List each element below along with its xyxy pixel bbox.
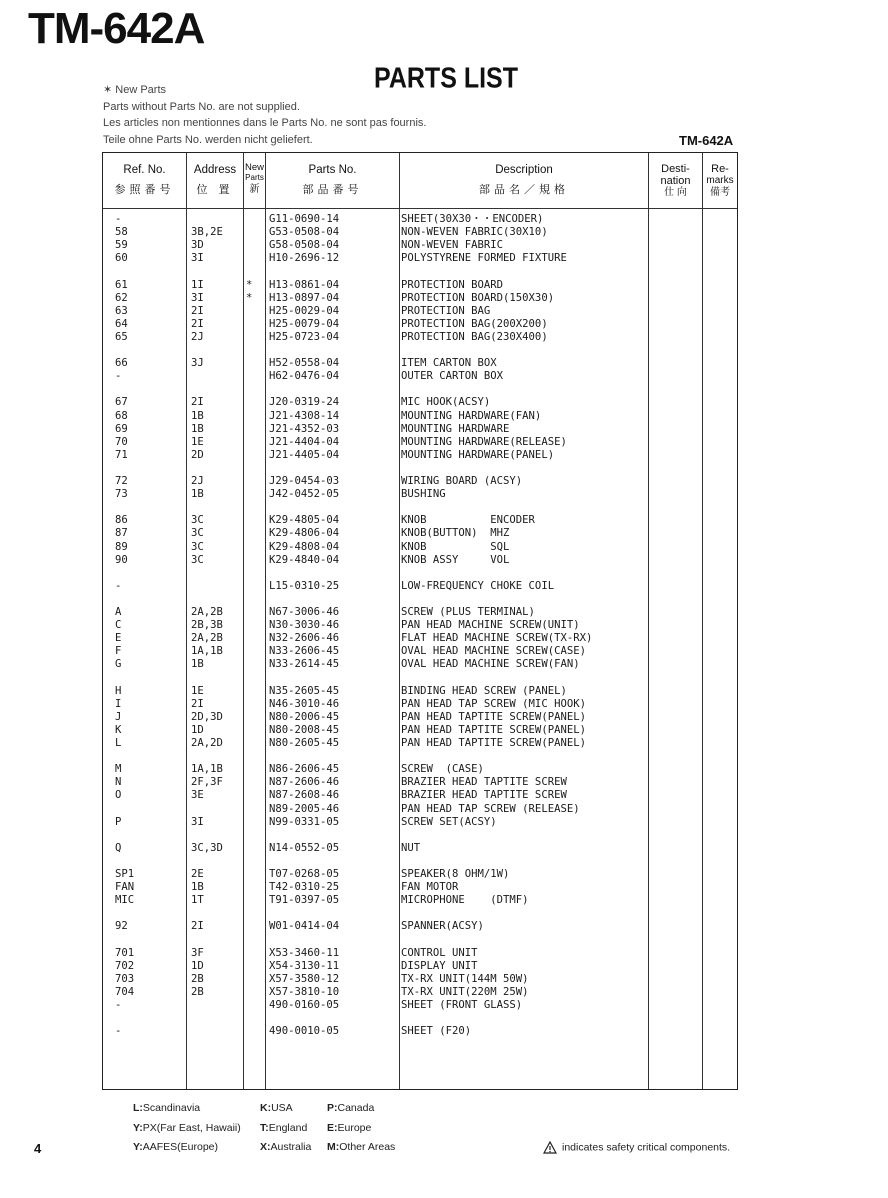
parts-number-cell: N32-2606-46: [269, 632, 340, 645]
table-row: [103, 239, 737, 252]
parts-number-cell: J21-4405-04: [269, 448, 340, 461]
header-remarks-label2: marks: [706, 175, 734, 186]
parts-number-cell: N35-2605-45: [269, 684, 340, 697]
address-cell: 3C: [191, 553, 204, 566]
table-row: [103, 1025, 737, 1038]
ref-cell: -: [115, 999, 122, 1011]
header-parts-label: Parts No.: [308, 164, 357, 176]
parts-number-cell: H13-0861-04: [269, 278, 340, 291]
address-cell: 1D: [191, 959, 204, 972]
ref-cell: SP1: [115, 868, 135, 880]
address-cell: 2D: [191, 448, 204, 461]
description-cell: LOW-FREQUENCY CHOKE COIL: [401, 579, 555, 592]
new-parts-cell: *: [246, 291, 253, 304]
description-cell: PROTECTION BAG(200X200): [401, 317, 548, 330]
parts-number-cell: H25-0029-04: [269, 304, 340, 317]
parts-table: [102, 152, 738, 1090]
parts-number-cell: N80-2006-45: [269, 710, 340, 723]
table-row: [103, 449, 737, 462]
header-remarks-label: Re-: [711, 163, 729, 175]
table-row: [103, 554, 737, 567]
ref-cell: F: [115, 645, 122, 658]
legend-aafes: Y:AAFES(Europe): [133, 1141, 219, 1153]
ref-cell: 70: [115, 435, 128, 448]
address-cell: 3F: [191, 946, 204, 959]
table-row: [103, 292, 737, 305]
description-cell: SHEET(30X30・・ENCODER): [401, 213, 544, 225]
header-parts-jp: 部品番号: [302, 184, 363, 196]
address-cell: 2J: [191, 475, 204, 487]
description-cell: PAN HEAD TAP SCREW (RELEASE): [401, 802, 580, 815]
ref-cell: 67: [115, 396, 128, 409]
parts-number-cell: G11-0690-14: [269, 213, 340, 225]
ref-cell: 63: [115, 304, 128, 317]
table-row: [103, 960, 737, 973]
legend-canada: P:Canada: [327, 1102, 375, 1114]
description-cell: POLYSTYRENE FORMED FIXTURE: [401, 252, 567, 265]
header-new-label: New: [244, 162, 264, 173]
table-row: [103, 423, 737, 436]
table-row: [103, 580, 737, 593]
description-cell: DISPLAY UNIT: [401, 959, 478, 972]
parts-number-cell: H62-0476-04: [269, 370, 340, 383]
new-parts-cell: *: [246, 278, 253, 291]
table-row: [103, 619, 737, 632]
legend-usa: K:USA: [260, 1102, 293, 1114]
table-row: [103, 842, 737, 855]
table-row: [103, 763, 737, 776]
description-cell: WIRING BOARD (ACSY): [401, 475, 523, 487]
table-row: [103, 606, 737, 619]
ref-cell: 68: [115, 409, 128, 422]
table-row: [103, 881, 737, 894]
table-row: [103, 514, 737, 527]
address-cell: 3D: [191, 239, 204, 252]
address-cell: 1I: [191, 278, 204, 291]
table-row: [103, 737, 737, 750]
ref-cell: 701: [115, 946, 135, 959]
ref-cell: -: [115, 370, 122, 383]
ref-cell: H: [115, 684, 122, 697]
address-cell: 2I: [191, 396, 204, 409]
note-not-supplied: Parts without Parts No. are not supplied.: [103, 100, 300, 113]
address-cell: 3E: [191, 789, 204, 802]
description-cell: ITEM CARTON BOX: [401, 357, 497, 370]
table-row: [103, 685, 737, 698]
address-cell: 3C: [191, 540, 204, 553]
header-parts: [266, 163, 399, 197]
header-description: [400, 163, 648, 197]
parts-number-cell: J42-0452-05: [269, 488, 340, 501]
header-address-jp: 位 置: [196, 184, 234, 196]
ref-cell: 92: [115, 920, 128, 933]
address-cell: 2A,2D: [191, 737, 223, 749]
parts-number-cell: K29-4806-04: [269, 527, 340, 540]
ref-cell: 61: [115, 278, 128, 291]
table-row: [103, 488, 737, 501]
header-description-label: Description: [495, 164, 553, 176]
parts-number-cell: W01-0414-04: [269, 920, 340, 933]
description-cell: PROTECTION BAG: [401, 304, 491, 317]
address-cell: 2F,3F: [191, 776, 223, 789]
ref-cell: 72: [115, 475, 128, 487]
ref-cell: 702: [115, 959, 135, 972]
parts-number-cell: G58-0508-04: [269, 239, 340, 252]
ref-cell: 60: [115, 252, 128, 265]
parts-number-cell: 490-0010-05: [269, 1025, 340, 1038]
ref-cell: O: [115, 789, 122, 802]
description-cell: BINDING HEAD SCREW (PANEL): [401, 684, 567, 697]
legend-scandinavia: L:Scandinavia: [133, 1102, 201, 1114]
header-ref: [103, 163, 186, 197]
header-address-label: Address: [193, 164, 237, 176]
parts-number-cell: H25-0079-04: [269, 317, 340, 330]
description-cell: FAN MOTOR: [401, 881, 459, 894]
ref-cell: 59: [115, 239, 128, 252]
header-destination: [649, 163, 702, 199]
parts-number-cell: N99-0331-05: [269, 815, 340, 828]
address-cell: 2B: [191, 972, 204, 985]
parts-number-cell: J21-4308-14: [269, 409, 340, 422]
ref-cell: 87: [115, 527, 128, 540]
note-german: Teile ohne Parts No. werden nicht geliefert.: [103, 133, 313, 146]
address-cell: 3J: [191, 357, 204, 370]
description-cell: SCREW (PLUS TERMINAL): [401, 606, 535, 618]
description-cell: KNOB SQL: [401, 540, 510, 553]
description-cell: PROTECTION BOARD(150X30): [401, 291, 555, 304]
page-number: 4: [34, 1141, 42, 1156]
table-row: [103, 305, 737, 318]
ref-cell: 71: [115, 448, 128, 461]
description-cell: NUT: [401, 841, 421, 854]
safety-note: [543, 1141, 730, 1154]
header-remarks: [703, 163, 737, 199]
parts-number-cell: T07-0268-05: [269, 868, 340, 880]
table-row: [103, 226, 737, 239]
safety-note-text: indicates safety critical components.: [562, 1141, 731, 1154]
ref-cell: -: [115, 1025, 122, 1038]
header-destination-label: Desti-: [661, 163, 690, 175]
parts-number-cell: X57-3580-12: [269, 972, 340, 985]
table-row: [103, 632, 737, 645]
address-cell: 2B,3B: [191, 619, 223, 632]
table-row: [103, 986, 737, 999]
parts-number-cell: N14-0552-05: [269, 841, 340, 854]
parts-number-cell: N33-2614-45: [269, 658, 340, 671]
legend-australia: X:Australia: [260, 1141, 312, 1153]
table-row: [103, 318, 737, 331]
parts-number-cell: G53-0508-04: [269, 226, 340, 239]
ref-cell: -: [115, 213, 122, 225]
description-cell: SCREW (CASE): [401, 763, 484, 776]
parts-number-cell: N30-3030-46: [269, 619, 340, 632]
ref-cell: G: [115, 658, 122, 671]
address-cell: 2J: [191, 330, 204, 343]
description-cell: CONTROL UNIT: [401, 946, 478, 959]
description-cell: OVAL HEAD MACHINE SCREW(CASE): [401, 645, 586, 658]
note-french: Les articles non mentionnes dans le Parts No. ne sont pas fournis.: [103, 117, 427, 129]
ref-cell: 703: [115, 972, 135, 985]
table-row: [103, 475, 737, 488]
ref-cell: Q: [115, 841, 122, 854]
address-cell: 1B: [191, 422, 204, 435]
description-cell: PAN HEAD TAPTITE SCREW(PANEL): [401, 737, 586, 749]
ref-cell: 86: [115, 514, 128, 527]
table-row: [103, 816, 737, 829]
description-cell: SHEET (FRONT GLASS): [401, 999, 523, 1011]
ref-cell: 58: [115, 226, 128, 239]
address-cell: 3C,3D: [191, 841, 223, 854]
parts-number-cell: T42-0310-25: [269, 881, 340, 894]
header-remarks-jp: 備考: [710, 187, 730, 198]
parts-number-cell: J21-4352-03: [269, 422, 340, 435]
ref-cell: I: [115, 697, 122, 710]
parts-number-cell: N33-2606-45: [269, 645, 340, 658]
note-new-parts: ✶ New Parts: [103, 84, 167, 96]
ref-cell: L: [115, 737, 122, 749]
ref-cell: M: [115, 763, 122, 776]
description-cell: NON-WEVEN FABRIC(30X10): [401, 226, 548, 239]
legend-other-areas: M:Other Areas: [327, 1141, 396, 1153]
table-row: [103, 645, 737, 658]
parts-number-cell: K29-4805-04: [269, 514, 340, 527]
address-cell: 2A,2B: [191, 606, 223, 618]
address-cell: 2A,2B: [191, 632, 223, 645]
table-row: [103, 279, 737, 292]
parts-number-cell: 490-0160-05: [269, 999, 340, 1011]
ref-cell: 62: [115, 291, 128, 304]
parts-number-cell: T91-0397-05: [269, 894, 340, 907]
table-row: [103, 213, 737, 226]
address-cell: 1A,1B: [191, 763, 223, 776]
notes-block: [103, 82, 426, 148]
description-cell: BRAZIER HEAD TAPTITE SCREW: [401, 776, 567, 789]
address-cell: 3C: [191, 514, 204, 527]
parts-number-cell: J20-0319-24: [269, 396, 340, 409]
description-cell: SHEET (F20): [401, 1025, 472, 1038]
address-cell: 1T: [191, 894, 204, 907]
parts-number-cell: X54-3130-11: [269, 959, 340, 972]
description-cell: MOUNTING HARDWARE: [401, 422, 510, 435]
legend-px: Y:PX(Far East, Hawaii): [133, 1122, 241, 1134]
description-cell: PAN HEAD MACHINE SCREW(UNIT): [401, 619, 580, 632]
description-cell: OUTER CARTON BOX: [401, 370, 504, 383]
legend-europe: E:Europe: [327, 1122, 372, 1134]
address-cell: 1B: [191, 658, 204, 671]
description-cell: SCREW SET(ACSY): [401, 815, 497, 828]
table-row: [103, 973, 737, 986]
description-cell: KNOB(BUTTON) MHZ: [401, 527, 510, 540]
parts-number-cell: N80-2008-45: [269, 723, 340, 736]
description-cell: MOUNTING HARDWARE(RELEASE): [401, 435, 567, 448]
address-cell: 2D,3D: [191, 710, 223, 723]
address-cell: 3I: [191, 815, 204, 828]
parts-number-cell: N87-2608-46: [269, 789, 340, 802]
ref-cell: 704: [115, 985, 135, 998]
description-cell: PAN HEAD TAPTITE SCREW(PANEL): [401, 710, 586, 723]
header-address: [187, 163, 243, 197]
table-row: [103, 541, 737, 554]
address-cell: 2I: [191, 920, 204, 933]
description-cell: SPANNER(ACSY): [401, 920, 484, 933]
parts-number-cell: H10-2696-12: [269, 252, 340, 265]
ref-cell: J: [115, 710, 122, 723]
address-cell: 2I: [191, 697, 204, 710]
warning-triangle-icon: [543, 1141, 557, 1154]
model-title-small: TM-642A: [679, 133, 734, 148]
header-destination-jp: 仕 向: [664, 187, 687, 198]
ref-cell: MIC: [115, 894, 135, 907]
parts-number-cell: K29-4840-04: [269, 553, 340, 566]
address-cell: 1B: [191, 881, 204, 894]
parts-number-cell: H52-0558-04: [269, 357, 340, 370]
description-cell: MOUNTING HARDWARE(PANEL): [401, 448, 555, 461]
ref-cell: C: [115, 619, 122, 632]
ref-cell: 73: [115, 488, 128, 501]
address-cell: 3I: [191, 291, 204, 304]
description-cell: PAN HEAD TAP SCREW (MIC HOOK): [401, 697, 586, 710]
header-destination-label2: nation: [660, 175, 691, 187]
parts-number-cell: H13-0897-04: [269, 291, 340, 304]
description-cell: PROTECTION BAG(230X400): [401, 330, 548, 343]
header-ref-label: Ref. No.: [123, 164, 166, 176]
parts-number-cell: N89-2005-46: [269, 802, 340, 815]
description-cell: SPEAKER(8 OHM/1W): [401, 868, 510, 880]
description-cell: MOUNTING HARDWARE(FAN): [401, 409, 542, 422]
parts-number-cell: J29-0454-03: [269, 475, 340, 487]
table-row: [103, 527, 737, 540]
ref-cell: E: [115, 632, 122, 645]
address-cell: 1B: [191, 488, 204, 501]
table-row: [103, 698, 737, 711]
description-cell: MICROPHONE (DTMF): [401, 894, 529, 907]
address-cell: 2I: [191, 304, 204, 317]
description-cell: MIC HOOK(ACSY): [401, 396, 491, 409]
header-new-jp: 新: [249, 184, 260, 195]
description-cell: BUSHING: [401, 488, 446, 501]
address-cell: 1A,1B: [191, 645, 223, 658]
ref-cell: 65: [115, 330, 128, 343]
header-description-jp: 部品名／規格: [479, 184, 569, 196]
ref-cell: A: [115, 606, 122, 618]
table-row: [103, 724, 737, 737]
table-row: [103, 789, 737, 802]
ref-cell: 90: [115, 553, 128, 566]
parts-number-cell: X53-3460-11: [269, 946, 340, 959]
parts-number-cell: X57-3810-10: [269, 985, 340, 998]
description-cell: TX-RX UNIT(220M 25W): [401, 985, 529, 998]
header-new: [244, 163, 265, 195]
ref-cell: 64: [115, 317, 128, 330]
ref-cell: 89: [115, 540, 128, 553]
table-row: [103, 410, 737, 423]
parts-number-cell: N87-2606-46: [269, 776, 340, 789]
table-row: [103, 868, 737, 881]
table-row: [103, 920, 737, 933]
description-cell: BRAZIER HEAD TAPTITE SCREW: [401, 789, 567, 802]
parts-number-cell: L15-0310-25: [269, 579, 340, 592]
address-cell: 1E: [191, 435, 204, 448]
description-cell: TX-RX UNIT(144M 50W): [401, 972, 529, 985]
parts-number-cell: K29-4808-04: [269, 540, 340, 553]
parts-number-cell: J21-4404-04: [269, 435, 340, 448]
table-row: [103, 436, 737, 449]
legend-england: T:England: [260, 1122, 308, 1134]
description-cell: NON-WEVEN FABRIC: [401, 239, 504, 252]
address-cell: 3B,2E: [191, 226, 223, 239]
model-title-large: TM-642A: [28, 4, 205, 53]
table-row: [103, 331, 737, 344]
table-row: [103, 658, 737, 671]
address-cell: 3I: [191, 252, 204, 265]
address-cell: 1E: [191, 684, 204, 697]
parts-number-cell: H25-0723-04: [269, 330, 340, 343]
description-cell: PROTECTION BOARD: [401, 278, 504, 291]
description-cell: KNOB ASSY VOL: [401, 553, 510, 566]
ref-cell: 66: [115, 357, 128, 370]
parts-number-cell: N80-2605-45: [269, 737, 340, 749]
address-cell: 2E: [191, 868, 204, 880]
address-cell: 2I: [191, 317, 204, 330]
address-cell: 3C: [191, 527, 204, 540]
table-row: [103, 357, 737, 370]
parts-number-cell: N46-3010-46: [269, 697, 340, 710]
table-row: [103, 894, 737, 907]
address-cell: 1D: [191, 723, 204, 736]
ref-cell: N: [115, 776, 122, 789]
table-row: [103, 396, 737, 409]
ref-cell: FAN: [115, 881, 135, 894]
table-row: [103, 947, 737, 960]
table-row: [103, 803, 737, 816]
table-row: [103, 252, 737, 265]
ref-cell: P: [115, 815, 122, 828]
address-cell: 2B: [191, 985, 204, 998]
description-cell: KNOB ENCODER: [401, 514, 535, 527]
description-cell: FLAT HEAD MACHINE SCREW(TX-RX): [401, 632, 593, 645]
description-cell: PAN HEAD TAPTITE SCREW(PANEL): [401, 723, 586, 736]
description-cell: OVAL HEAD MACHINE SCREW(FAN): [401, 658, 580, 671]
page-title: PARTS LIST: [374, 62, 518, 95]
table-row: [103, 776, 737, 789]
header-ref-jp: 参照番号: [114, 184, 175, 196]
table-row: [103, 370, 737, 383]
table-row: [103, 999, 737, 1012]
header-new-sub: Parts: [245, 173, 264, 182]
ref-cell: 69: [115, 422, 128, 435]
address-cell: 1B: [191, 409, 204, 422]
header-divider: [103, 208, 737, 209]
ref-cell: -: [115, 579, 122, 592]
ref-cell: K: [115, 723, 122, 736]
table-row: [103, 711, 737, 724]
parts-number-cell: N67-3006-46: [269, 606, 340, 618]
parts-number-cell: N86-2606-45: [269, 763, 340, 776]
